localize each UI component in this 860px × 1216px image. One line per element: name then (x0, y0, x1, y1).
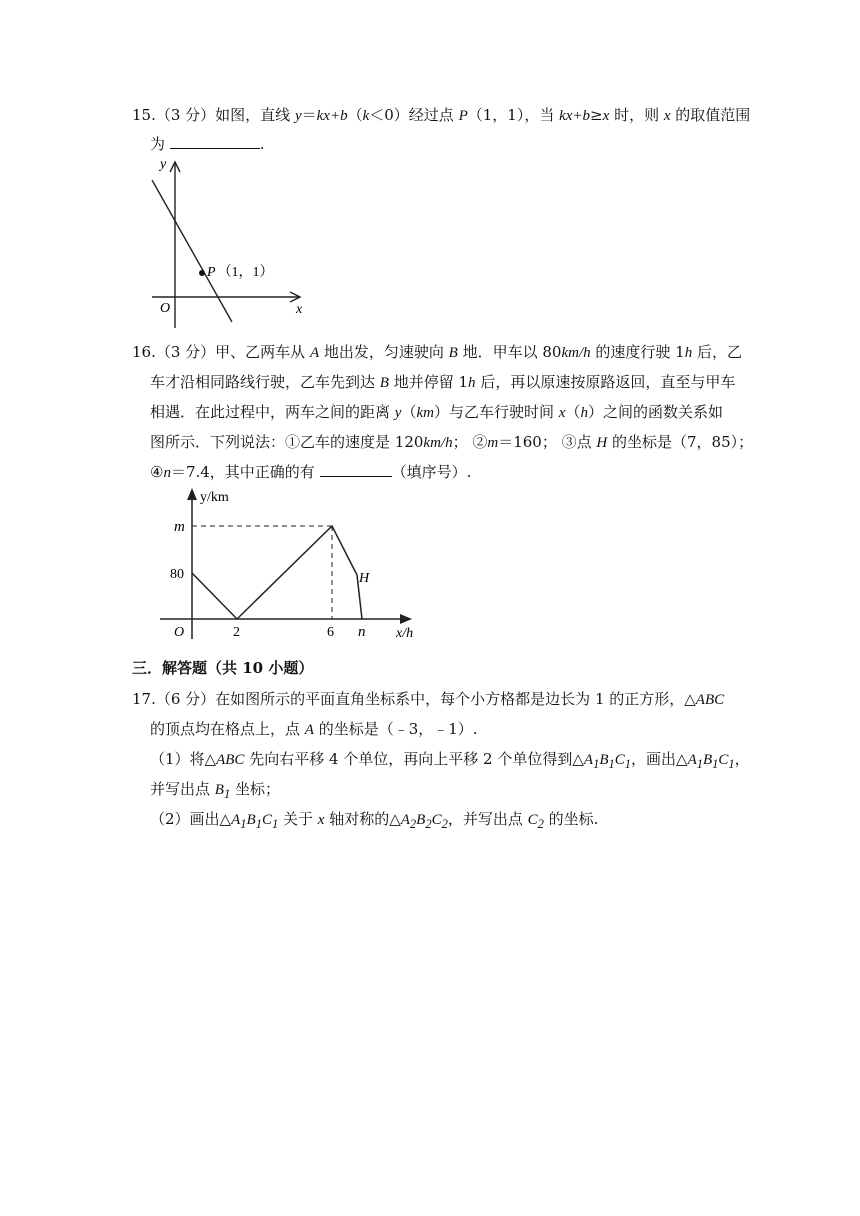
answer-blank[interactable] (170, 134, 260, 149)
q17-line-1: 17.（6 分）在如图所示的平面直角坐标系中，每个小方格都是边长为 1 的正方形，△ABC (132, 690, 725, 708)
q16-figure (160, 484, 450, 644)
y-axis-label: y/km (200, 490, 229, 505)
q16-line-2: 车才沿相同路线行驶，乙车先到达 B 地并停留 1h 后，再以原速按原路返回，直至与甲车 (150, 373, 736, 391)
section-title: 三．解答题（共 10 小题） (132, 659, 314, 677)
x6-label: 6 (327, 625, 334, 640)
q17-line-2: 的顶点均在格点上，点 A 的坐标是（﹣3，﹣1）. (150, 720, 478, 738)
x-axis-label: x (296, 302, 303, 317)
y-axis-label: y (160, 157, 167, 172)
q16-line-4: 图所示．下列说法：①乙车的速度是 120km/h； ②m＝160； ③点 H 的坐标是（7，85）； (150, 433, 754, 451)
q16-line-3: 相遇．在此过程中，两车之间的距离 y（km）与乙车行驶时间 x（h）之间的函数关系如 (150, 403, 723, 421)
q15-line-2: 为 . (150, 135, 265, 153)
q15-line-1: 15.（3 分）如图，直线 y＝kx+b（k＜0）经过点 P（1，1），当 kx+b≥x 时，则 x 的取值范围 (132, 106, 751, 124)
y80-label: 80 (170, 567, 184, 582)
point-p-label: P （1，1） (207, 265, 274, 280)
score: （3 分） (155, 106, 216, 124)
q17-part-1: （1）将△ABC 先向右平移 4 个单位，再向上平移 2 个单位得到$\triangle A_1B_1C_1$，画出$\triangle A_1B_1C_1$， (150, 750, 750, 771)
question-number: 15. (132, 106, 156, 124)
q15-figure (140, 152, 320, 332)
m-label: m (174, 519, 185, 535)
origin-label: O (160, 301, 171, 316)
answer-blank[interactable] (320, 462, 392, 477)
q17-part-2: （2）画出$\triangle A_1B_1C_1$ 关于 x 轴对称的$\triangle A_2B_2C_2$，并写出点 $C_2$ 的坐标. (150, 810, 599, 831)
origin-label: O (174, 625, 185, 640)
x2-label: 2 (233, 625, 240, 640)
n-label: n (358, 624, 366, 640)
q16-line-1: 16.（3 分）甲、乙两车从 A 地出发，匀速驶向 B 地．甲车以 80km/h 的速度行驶 1h 后，乙 (132, 343, 742, 361)
h-point-label: H (359, 571, 370, 586)
x-axis-label: x/h (396, 626, 414, 641)
q16-line-5: ④n＝7.4，其中正确的有 （填序号）. (150, 463, 472, 481)
q17-part-1-line-2: 并写出点 $B_1$ 坐标； (150, 780, 280, 801)
